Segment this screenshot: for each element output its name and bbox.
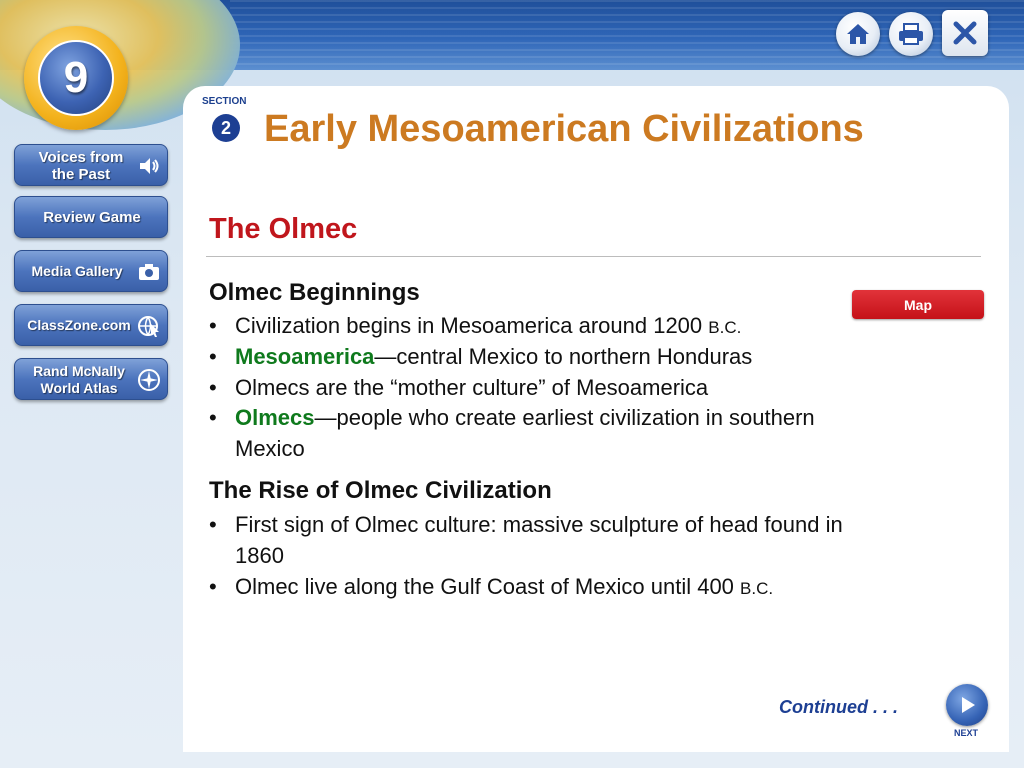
bullet-text (235, 571, 865, 604)
bullet-dot: • (209, 344, 217, 369)
page-subtitle: The Olmec (209, 213, 358, 245)
section-number: 2 (220, 117, 231, 138)
bullet-body: Olmecs are the “mother culture” of Mesoamerica (235, 375, 709, 400)
divider (206, 256, 981, 257)
home-button[interactable] (836, 12, 880, 56)
home-icon (845, 22, 871, 46)
bullet-dot: • (209, 512, 217, 537)
bullet-item (209, 372, 869, 403)
sidebar-item-label (21, 363, 137, 397)
bullet-body: First sign of Olmec culture: massive sculpture of head found in 1860 (235, 512, 843, 568)
map-button-label: Map (904, 296, 932, 313)
sidebar-item-review-game[interactable] (14, 196, 168, 238)
bullet-item (209, 509, 869, 571)
page-title: Early Mesoamerican Civilizations (264, 108, 864, 150)
bullet-text (235, 509, 850, 571)
bullet-body: —people who create earliest civilization in southern Mexico (235, 405, 815, 461)
section-heading: The Rise of Olmec Civilization (209, 477, 552, 504)
bullet-body: Civilization begins in Mesoamerica around 1200 (235, 313, 709, 338)
speaker-icon (137, 154, 161, 178)
bullet-text (235, 341, 865, 372)
sidebar-item-rand-mcnally-world-atlas[interactable] (14, 358, 168, 400)
section-number-badge (212, 114, 240, 142)
bullet-era: B.C. (708, 318, 742, 337)
sidebar-item-classzone[interactable] (14, 304, 168, 346)
bullet-keyword: Mesoamerica (235, 344, 375, 369)
chapter-number: 9 (63, 53, 89, 102)
sidebar-item-line2: World Atlas (40, 380, 118, 396)
close-button[interactable] (942, 10, 988, 56)
bullet-text (235, 310, 865, 343)
section-heading: Olmec Beginnings (209, 279, 420, 306)
play-arrow-icon (956, 694, 978, 716)
sidebar-item-media-gallery[interactable] (14, 250, 168, 292)
globe-cursor-icon (137, 314, 161, 338)
print-button[interactable] (889, 12, 933, 56)
bullet-dot: • (209, 574, 217, 599)
bullet-body: Olmec live along the Gulf Coast of Mexico until 400 (235, 574, 741, 599)
bullet-text (235, 372, 865, 403)
sidebar-item-line1: Rand McNally (33, 363, 125, 379)
bullet-era: B.C. (740, 579, 774, 598)
sidebar (0, 70, 182, 768)
sidebar-item-label: Media Gallery (31, 263, 123, 279)
bullet-dot: • (209, 405, 217, 430)
bullet-item (209, 571, 869, 602)
sidebar-item-label: ClassZone.com (27, 317, 131, 333)
bullet-text (235, 402, 815, 464)
bullet-item (209, 341, 869, 372)
sidebar-item-label: Review Game (43, 209, 141, 226)
bullet-item (209, 310, 869, 341)
bullet-dot: • (209, 313, 217, 338)
next-button[interactable] (946, 684, 988, 726)
bullet-keyword: Olmecs (235, 405, 315, 430)
printer-icon (897, 22, 925, 46)
continued-label: Continued . . . (779, 697, 898, 717)
next-label: NEXT (954, 728, 979, 738)
map-button[interactable] (852, 290, 984, 319)
compass-icon (137, 368, 161, 392)
sidebar-item-voices-from-the-past[interactable] (14, 144, 168, 186)
bullet-item (209, 402, 869, 464)
sidebar-item-line2: the Past (51, 166, 111, 183)
bullet-dot: • (209, 375, 217, 400)
camera-icon (137, 260, 161, 284)
close-icon (951, 19, 979, 47)
section-label: SECTION (202, 96, 247, 107)
bullet-body: —central Mexico to northern Honduras (374, 344, 753, 369)
sidebar-item-line1: Voices from (38, 149, 124, 166)
sidebar-item-label (25, 149, 137, 183)
